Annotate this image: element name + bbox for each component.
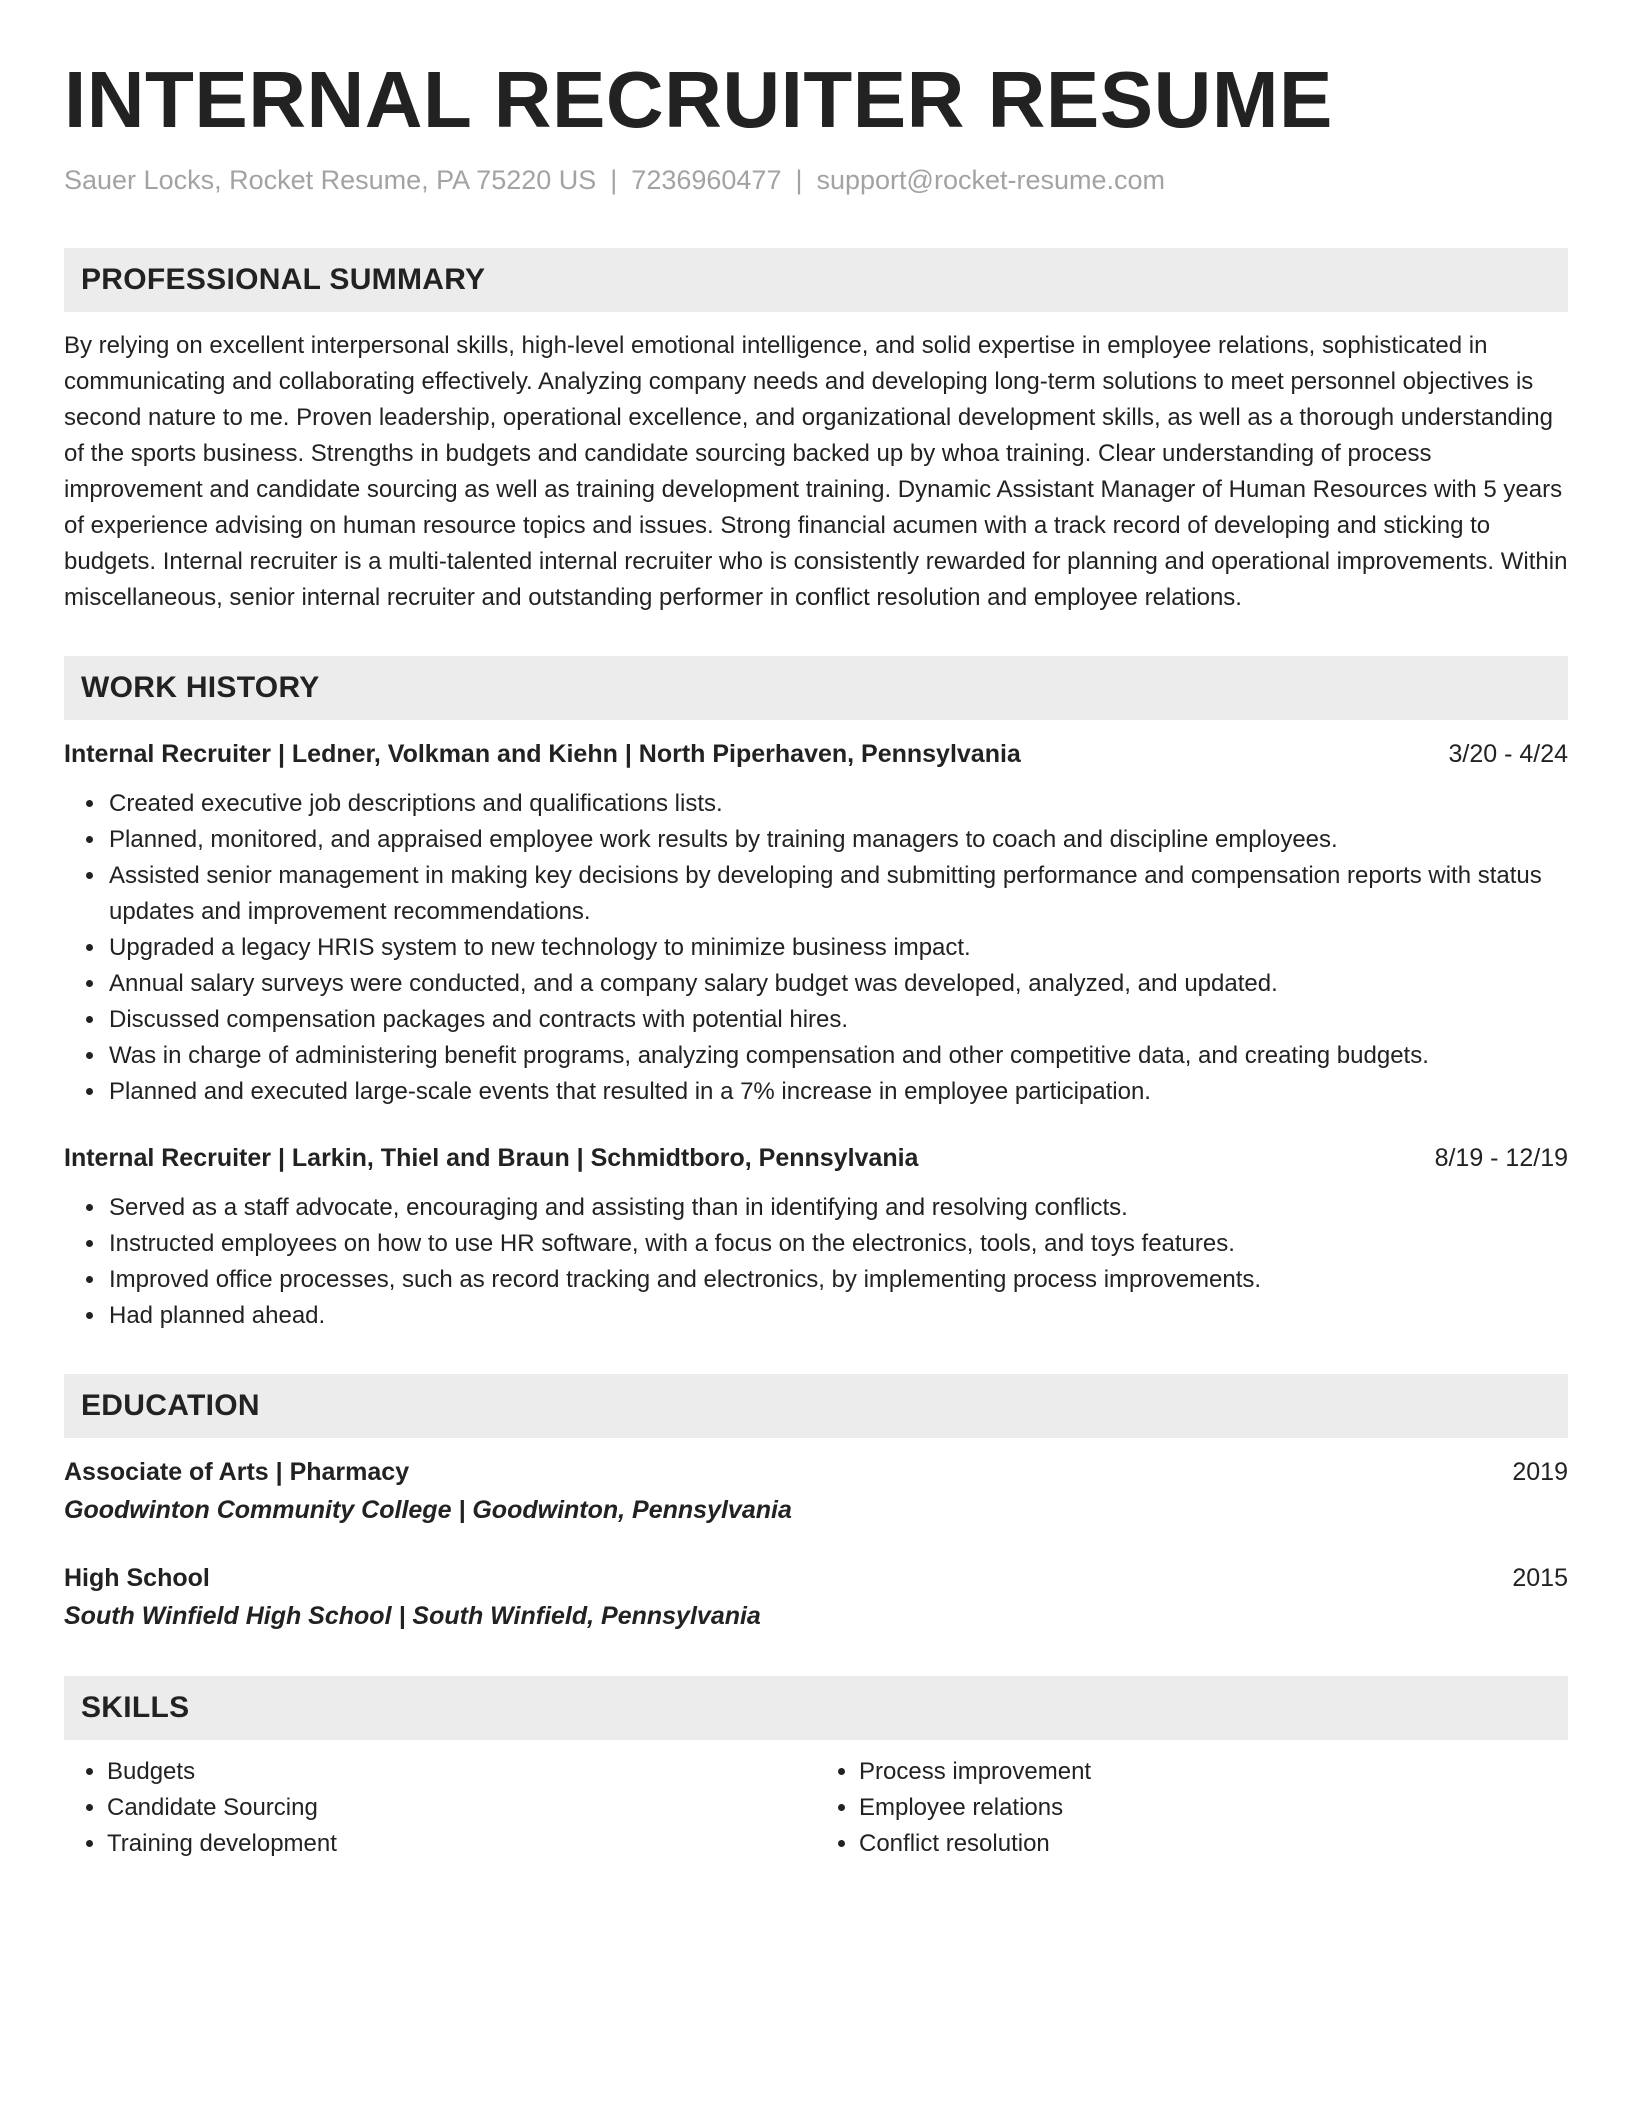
job-title: Internal Recruiter | Ledner, Volkman and Kiehn | North Piperhaven, Pennsylvania	[64, 740, 1021, 768]
contact-phone: 7236960477	[631, 165, 782, 195]
section-title-summary: PROFESSIONAL SUMMARY	[64, 248, 1568, 312]
job-dates: 8/19 - 12/19	[1434, 1144, 1568, 1172]
education-header	[64, 1560, 1568, 1596]
section-title-work-history: WORK HISTORY	[64, 656, 1568, 720]
job-bullet: • Was in charge of administering benefit programs, analyzing compensation and other competitive data, and creating budgets.	[107, 1038, 1568, 1074]
education-degree: Associate of Arts | Pharmacy	[64, 1458, 410, 1486]
skills-list	[64, 1754, 1568, 1862]
job-header	[64, 1140, 1568, 1176]
contact-separator: |	[795, 165, 803, 195]
contact-address: Sauer Locks, Rocket Resume, PA 75220 US	[64, 165, 597, 195]
job-dates: 3/20 - 4/24	[1448, 740, 1568, 768]
job-bullet: • Improved office processes, such as record tracking and electronics, by implementing process improvements.	[107, 1262, 1568, 1298]
section-title-skills: SKILLS	[64, 1676, 1568, 1740]
job-header	[64, 736, 1568, 772]
section-title-education: EDUCATION	[64, 1374, 1568, 1438]
education-entry	[64, 1560, 1568, 1636]
job-bullet: • Instructed employees on how to use HR software, with a focus on the electronics, tools, and toys features.	[107, 1226, 1568, 1262]
education-header	[64, 1454, 1568, 1490]
job-bullet: • Planned, monitored, and appraised employee work results by training managers to coach and discipline employees.	[107, 822, 1568, 858]
resume-title: INTERNAL RECRUITER RESUME	[64, 55, 1333, 144]
education-entry	[64, 1454, 1568, 1530]
skills-column-right	[816, 1754, 1568, 1862]
job-bullet: • Had planned ahead.	[107, 1298, 1568, 1334]
education-year: 2019	[1512, 1458, 1568, 1486]
education-degree: High School	[64, 1564, 210, 1592]
summary-text: By relying on excellent interpersonal skills, high-level emotional intelligence, and solid expertise in employee relations, sophisticated in communicating and collaborating effectively. Analyzing company needs and developing long-term solutions to meet personnel objectives is second nature to me. Proven leadership, operational excellence, and organizational development skills, as well as a thorough understanding of the sports business. Strengths in budgets and candidate sourcing backed up by whoa training. Clear understanding of process improvement and candidate sourcing as well as training development training. Dynamic Assistant Manager of Human Resources with 5 years of experience advising on human resource topics and issues. Strong financial acumen with a track record of developing and sticking to budgets. Internal recruiter is a multi-talented internal recruiter who is consistently rewarded for planning and operational improvements. Within miscellaneous, senior internal recruiter and outstanding performer in conflict resolution and employee relations.	[64, 332, 1568, 611]
job-bullet: • Annual salary surveys were conducted, and a company salary budget was developed, analyzed, and updated.	[107, 966, 1568, 1002]
skill-item: • Training development	[107, 1826, 816, 1862]
job-entry	[64, 736, 1568, 1110]
job-bullet: • Planned and executed large-scale events that resulted in a 7% increase in employee participation.	[107, 1074, 1568, 1110]
job-bullet: • Created executive job descriptions and qualifications lists.	[107, 786, 1568, 822]
job-title: Internal Recruiter | Larkin, Thiel and Braun | Schmidtboro, Pennsylvania	[64, 1144, 919, 1172]
skill-item: • Budgets	[107, 1754, 816, 1790]
job-bullet: • Upgraded a legacy HRIS system to new technology to minimize business impact.	[107, 930, 1568, 966]
skills-column-left	[64, 1754, 816, 1862]
contact-separator: |	[610, 165, 618, 195]
skill-item: • Conflict resolution	[859, 1826, 1568, 1862]
education-school: South Winfield High School | South Winfield, Pennsylvania	[64, 1602, 761, 1630]
job-bullet: • Discussed compensation packages and contracts with potential hires.	[107, 1002, 1568, 1038]
skill-item: • Process improvement	[859, 1754, 1568, 1790]
job-bullet: • Assisted senior management in making key decisions by developing and submitting performance and compensation reports with status updates and improvement recommendations.	[107, 858, 1568, 930]
job-entry	[64, 1140, 1568, 1334]
education-school: Goodwinton Community College | Goodwinton, Pennsylvania	[64, 1496, 792, 1524]
job-bullets	[64, 786, 1568, 1110]
contact-email: support@rocket-resume.com	[816, 165, 1166, 195]
job-bullet: • Served as a staff advocate, encouraging and assisting than in identifying and resolving conflicts.	[107, 1190, 1568, 1226]
job-bullets	[64, 1190, 1568, 1334]
skill-item: • Candidate Sourcing	[107, 1790, 816, 1826]
education-year: 2015	[1512, 1564, 1568, 1592]
contact-line	[64, 162, 1568, 198]
skill-item: • Employee relations	[859, 1790, 1568, 1826]
